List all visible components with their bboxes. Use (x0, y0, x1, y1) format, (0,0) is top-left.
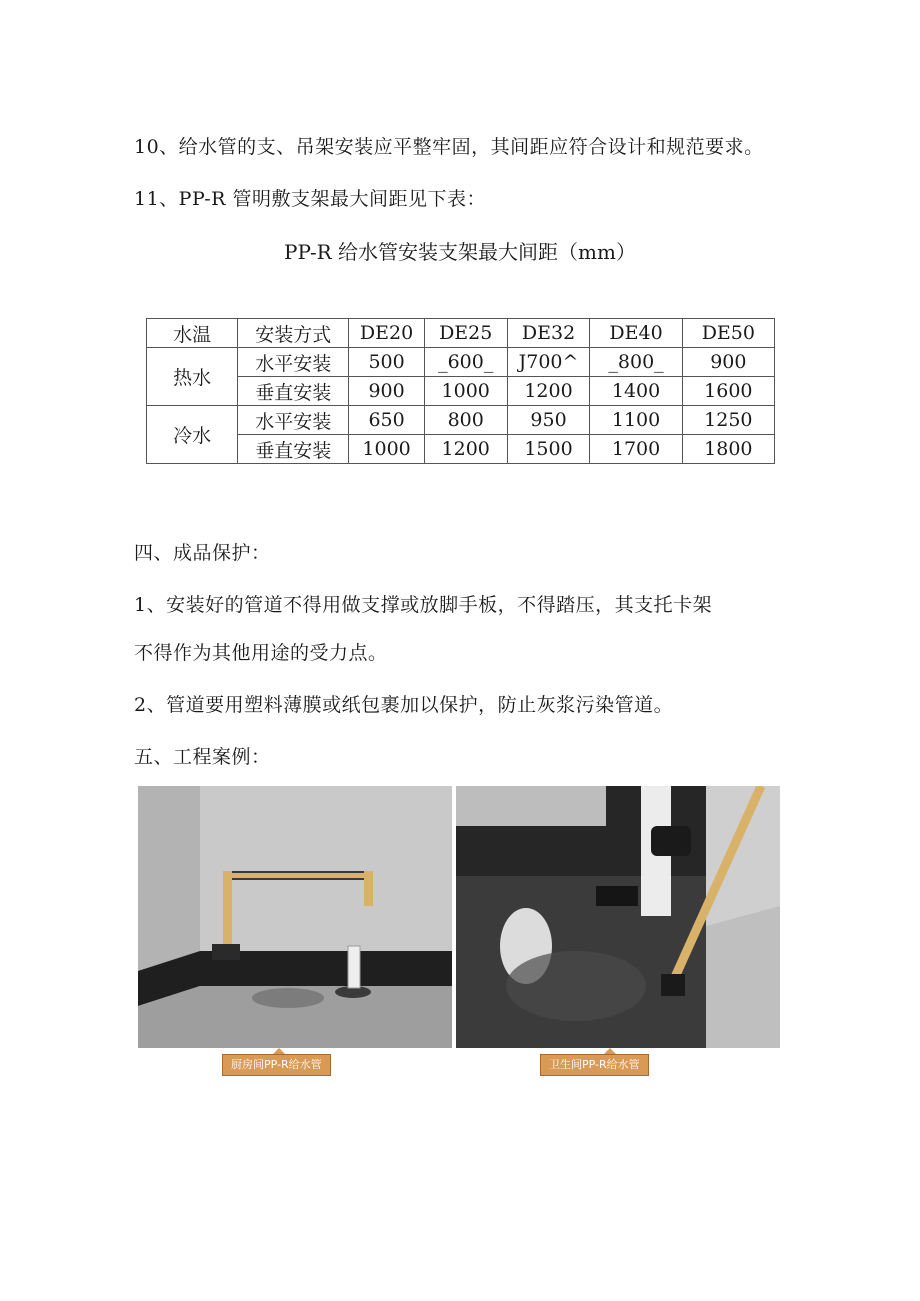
header-cell: DE20 (349, 319, 424, 348)
section-4-item-2: 2、管道要用塑料薄膜或纸包裹加以保护，防止灰浆污染管道。 (134, 694, 674, 716)
paragraph-10: 10、给水管的支、吊架安装应平整牢固，其间距应符合设计和规范要求。 (134, 136, 764, 158)
header-cell: 安装方式 (238, 319, 349, 348)
bathroom-scene-image (456, 786, 780, 1048)
method-cell: 垂直安装 (238, 435, 349, 464)
value-cell: 1400 (590, 377, 682, 406)
value-cell: 1800 (682, 435, 774, 464)
value-cell: 1200 (424, 435, 507, 464)
header-cell: DE50 (682, 319, 774, 348)
value-cell: 1500 (507, 435, 590, 464)
method-cell: 水平安装 (238, 348, 349, 377)
table-row (147, 406, 775, 435)
section-5-heading: 五、工程案例： (134, 746, 271, 768)
value-cell: 950 (507, 406, 590, 435)
value-cell: 650 (349, 406, 424, 435)
value-cell: 1000 (349, 435, 424, 464)
header-cell: DE25 (424, 319, 507, 348)
section-4-item-1-line-1: 1、安装好的管道不得用做支撑或放脚手板，不得踏压，其支托卡架 (134, 594, 713, 616)
value-cell: J700^ (507, 348, 590, 377)
paragraph-11: 11、PP-R 管明敷支架最大间距见下表： (134, 188, 486, 210)
table-title: PP-R 给水管安装支架最大间距（mm） (284, 240, 636, 264)
table-row (147, 435, 775, 464)
support-spacing-table (146, 318, 775, 464)
value-cell: _800_ (590, 348, 682, 377)
value-cell: 1000 (424, 377, 507, 406)
value-cell: 900 (349, 377, 424, 406)
case-photos (138, 786, 780, 1076)
water-temp-cell: 热水 (147, 348, 238, 406)
value-cell: 1250 (682, 406, 774, 435)
water-temp-cell: 冷水 (147, 406, 238, 464)
bathroom-pipe-photo (456, 786, 780, 1048)
value-cell: 1200 (507, 377, 590, 406)
value-cell: 900 (682, 348, 774, 377)
section-4-heading: 四、成品保护： (134, 542, 271, 564)
method-cell: 水平安装 (238, 406, 349, 435)
value-cell: 500 (349, 348, 424, 377)
header-cell: DE32 (507, 319, 590, 348)
value-cell: 1100 (590, 406, 682, 435)
method-cell: 垂直安装 (238, 377, 349, 406)
kitchen-photo-caption: 厨房间PP-R给水管 (222, 1054, 331, 1076)
value-cell: 1700 (590, 435, 682, 464)
header-cell: DE40 (590, 319, 682, 348)
value-cell: _600_ (424, 348, 507, 377)
table-row (147, 348, 775, 377)
kitchen-pipe-photo (138, 786, 452, 1048)
bathroom-photo-caption: 卫生间PP-R给水管 (540, 1054, 649, 1076)
value-cell: 800 (424, 406, 507, 435)
table-header-row (147, 319, 775, 348)
kitchen-scene-image (138, 786, 452, 1048)
value-cell: 1600 (682, 377, 774, 406)
section-4-item-1-line-2: 不得作为其他用途的受力点。 (134, 642, 388, 664)
header-cell: 水温 (147, 319, 238, 348)
table-row (147, 377, 775, 406)
